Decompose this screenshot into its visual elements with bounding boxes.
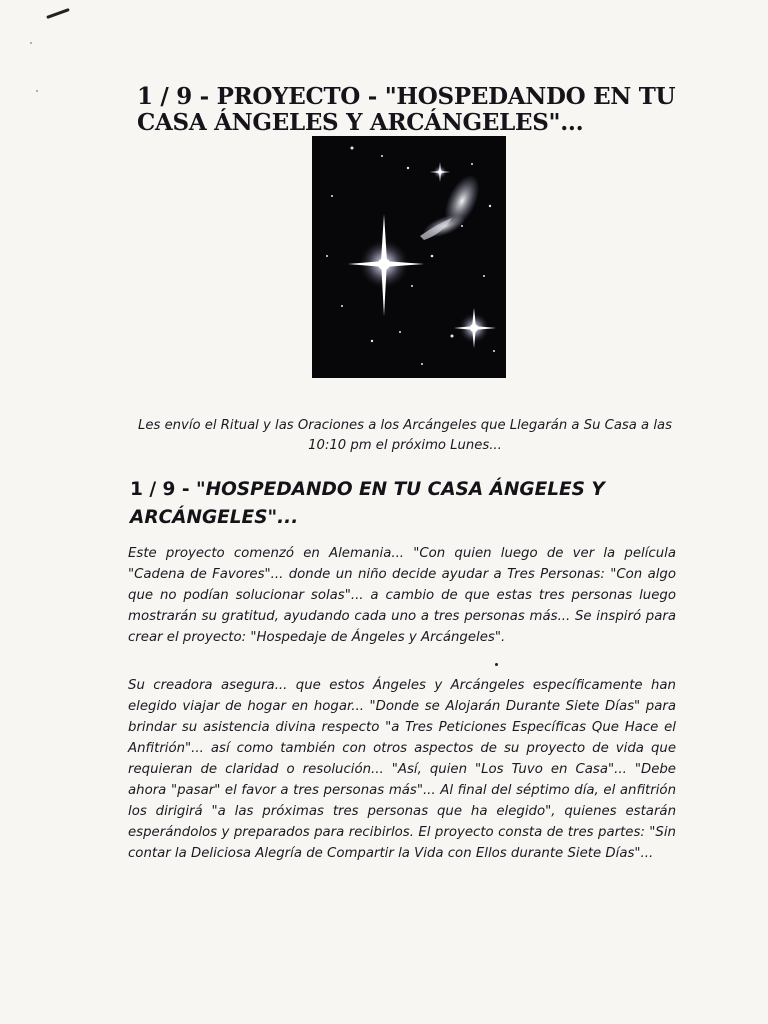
image-caption: Les envío el Ritual y las Oraciones a los Arcángeles que Llegarán a Su Casa a las 10:10 pm el próximo Lunes...: [138, 418, 672, 453]
section-heading-number: 1 / 9 -: [130, 479, 196, 500]
pen-mark: [46, 8, 70, 19]
page-title: 1 / 9 - PROYECTO - "HOSPEDANDO EN TU CASA ÁNGELES Y ARCÁNGELES"...: [137, 83, 676, 136]
scan-speck: [36, 90, 38, 92]
body-paragraph: Su creadora asegura... que estos Ángeles y Arcángeles específicamente han elegido viajar de hogar en hogar... "Donde se Alojarán Durante Siete Días" para brindar su asistencia divina respecto "a Tres Peticiones Específicas Que Hace el Anfitrión"... así como también con otros aspectos de su proyecto de vida que requieran de claridad o resolución... "Así, quien "Los Tuvo en Casa"... "Debe ahora "pasar" el favor a tres personas más"... Al final del séptimo día, el anfitrión los dirigirá "a las próximas tres personas que ha elegido", quienes estarán esperándolos y preparados para recibirlos. El proyecto consta de tres partes: "Sin contar la Deliciosa Alegría de Compartir la Vida con Ellos durante Siete Días"...: [128, 678, 676, 861]
scan-speck: [495, 663, 498, 666]
scan-speck: [30, 42, 32, 44]
body-paragraph: Este proyecto comenzó en Alemania... "Con quien luego de ver la película "Cadena de Favores"... donde un niño decide ayudar a Tres Personas: "Con algo que no podían solucionar solas"... a cambio de que estas tres personas luego mostrarán su gratitud, ayudando cada uno a tres personas más... Se inspiró para crear el proyecto: "Hospedaje de Ángeles y Arcángeles".: [128, 546, 676, 645]
section-heading-title: "HOSPEDANDO EN TU CASA ÁNGELES Y ARCÁNGELES"...: [130, 479, 605, 528]
section-heading: [130, 476, 650, 532]
angel-stars-illustration: [312, 136, 506, 378]
angel-stars-image: [312, 136, 506, 378]
